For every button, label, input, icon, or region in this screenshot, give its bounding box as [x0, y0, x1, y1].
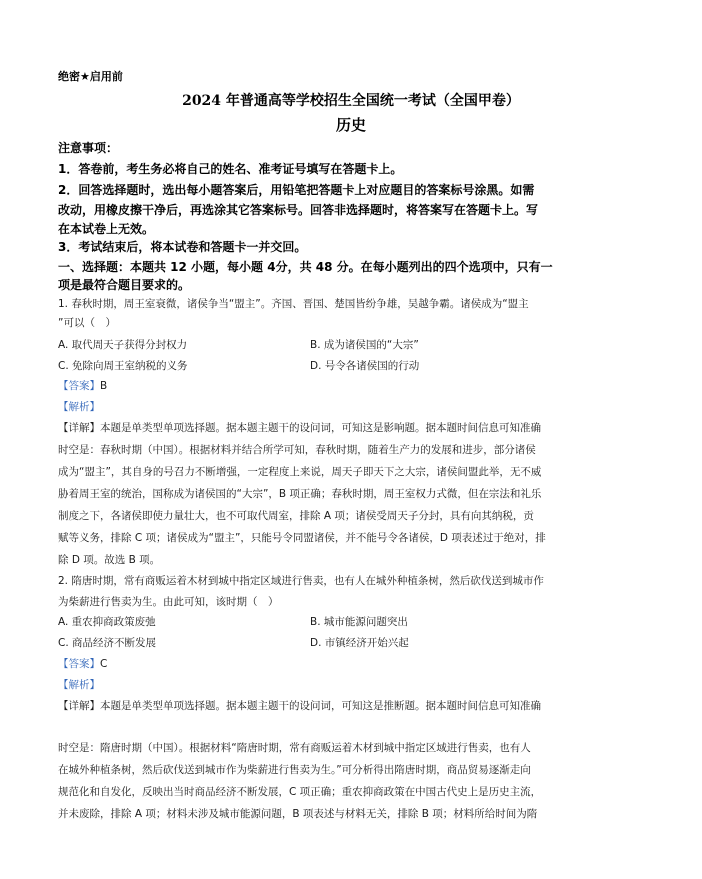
detail-line: 规范化和自发化，反映出当时商品经济不断发展，C 项正确；重农抑商政策在中国古代史上是历史主流，: [58, 786, 542, 798]
note-line: 2．回答选择题时，选出每小题答案后，用铅笔把答题卡上对应题目的答案标号涂黑。如需: [58, 183, 535, 197]
question-stem: 2. 隋唐时期，常有商贩运着木材到城中指定区域进行售卖，也有人在城外种植条树，然后砍伐送到城市作: [58, 575, 544, 587]
detail-line: 在城外种植条树，然后砍伐送到城市作为柴薪进行售卖为生。”可分析得出隋唐时期，商品贸易逐渐走向: [58, 764, 531, 776]
answer-line: [58, 379, 107, 393]
section-heading: 一、选择题：本题共 12 小题，每小题 4分，共 48 分。在每小题列出的四个选项中，只有一: [58, 260, 553, 274]
analysis-tag: 【解析】: [58, 401, 100, 413]
option-b: B. 城市能源问题突出: [310, 616, 408, 628]
note-line: 3．考试结束后，将本试卷和答题卡一并交回。: [58, 240, 307, 254]
detail-line: 制度之下，各诸侯即使力量壮大，也不可取代周室，排除 A 项；诸侯受周天子分封，具有向其纳税，贡: [58, 510, 534, 522]
detail-line: 并未废除，排除 A 项；材料未涉及城市能源问题，B 项表述与材料无关，排除 B 项；材料所给时间为隋: [58, 808, 538, 820]
answer-tag: 【答案】: [58, 658, 100, 670]
question-stem: 1. 春秋时期，周王室衰微，诸侯争当“盟主”。齐国、晋国、楚国皆纷争雄，吴越争霸。诸侯成为“盟主: [58, 298, 529, 310]
detail-line: 【详解】本题是单类型单项选择题。据本题主题干的设问词，可知这是推断题。据本题时间信息可知准确: [58, 700, 541, 712]
exam-title: 2024 年普通高等学校招生全国统一考试（全国甲卷）: [182, 93, 520, 109]
answer-value: B: [100, 380, 108, 392]
question-stem: ”可以（ ）: [58, 317, 116, 329]
answer-line: [58, 657, 107, 671]
confidential-label: 绝密★启用前: [58, 70, 123, 83]
option-b: B. 成为诸侯国的“大宗”: [310, 339, 419, 351]
detail-line: 时空是：春秋时期（中国）。根据材料并结合所学可知，春秋时期，随着生产力的发展和进步，部分诸侯: [58, 444, 536, 456]
detail-line: 赋等义务，排除 C 项；诸侯成为“盟主”，只能号令同盟诸侯，并不能号令各诸侯，D 项表述过于绝对，排: [58, 532, 546, 544]
answer-tag: 【答案】: [58, 380, 100, 392]
subject-title: 历史: [335, 116, 366, 134]
option-a: A. 重农抑商政策废弛: [58, 616, 156, 628]
notes-heading: 注意事项：: [58, 141, 119, 155]
detail-line: 胁着周王室的统治，国称成为诸侯国的“大宗”，B 项正确；春秋时期，周王室权力式微，但在宗法和礼乐: [58, 488, 542, 500]
detail-line: 【详解】本题是单类型单项选择题。据本题主题干的设问词，可知这是影响题。据本题时间信息可知准确: [58, 422, 541, 434]
analysis-tag: 【解析】: [58, 679, 100, 691]
option-d: D. 号令各诸侯国的行动: [310, 360, 420, 372]
question-stem: 为柴薪进行售卖为生。由此可知，该时期（ ）: [58, 596, 279, 608]
detail-line: 时空是：隋唐时期（中国）。根据材料“隋唐时期，常有商贩运着木材到城中指定区域进行售卖，也有人: [58, 742, 531, 754]
note-line: 1．答卷前，考生务必将自己的姓名、准考证号填写在答题卡上。: [58, 162, 403, 176]
option-c: C. 商品经济不断发展: [58, 637, 157, 649]
detail-line: 除 D 项。故选 B 项。: [58, 554, 161, 566]
section-heading-cont: 项是最符合题目要求的。: [58, 278, 191, 292]
option-a: A. 取代周天子获得分封权力: [58, 339, 188, 351]
detail-line: 成为“盟主”，其自身的号召力不断增强，一定程度上来说，周天子即天下之大宗，诸侯间盟此举，无不威: [58, 466, 542, 478]
answer-value: C: [100, 658, 108, 670]
option-c: C. 免除向周王室纳税的义务: [58, 360, 188, 372]
option-d: D. 市镇经济开始兴起: [310, 637, 409, 649]
note-line: 在本试卷上无效。: [58, 222, 155, 236]
note-line: 改动，用橡皮擦干净后，再选涂其它答案标号。回答非选择题时，将答案写在答题卡上。写: [58, 203, 539, 217]
